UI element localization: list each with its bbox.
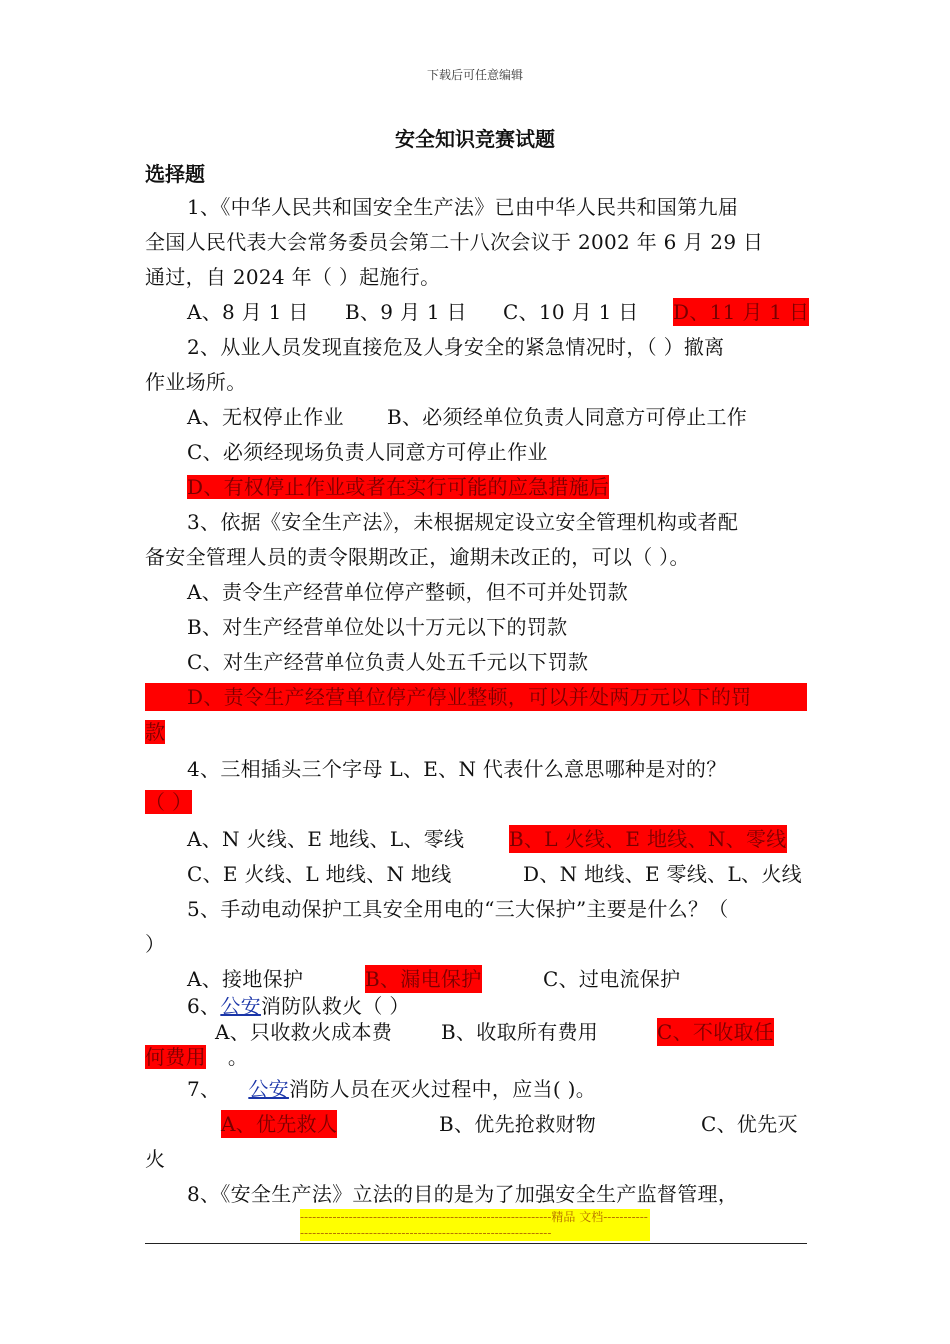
question-6-line-1 [187,992,807,1020]
q6-option-c-answer: C、不收取任 [657,1020,775,1044]
q5-option-b-answer: B、漏电保护 [365,967,482,991]
q7-option-c-cont: 火 [145,1147,166,1171]
q7-option-a-answer: A、优先救人 [221,1112,338,1136]
q6-tail: 。 [227,1045,249,1069]
question-5-line-1: 5、手动电动保护工具安全用电的“三大保护”主要是什么？（ [187,897,729,921]
question-3-line-1: 3、依据《安全生产法》，未根据规定设立安全管理机构或者配 [187,510,739,534]
question-8-line-1: 8、《安全生产法》立法的目的是为了加强安全生产监督管理， [187,1182,739,1206]
q1-option-d-answer: D、11 月 1 日 [673,300,810,324]
q4-answer-blank: （ ） [145,790,193,814]
q6-option-c-answer-cont: 何费用 [145,1045,206,1069]
q3-option-c: C、对生产经营单位负责人处五千元以下罚款 [187,650,589,674]
q3-option-d-line-2 [145,718,807,746]
q3-option-a: A、责令生产经营单位停产整顿，但不可并处罚款 [187,580,629,604]
q1-option-b: B、9 月 1 日 [345,300,467,324]
question-1-line-1: 1、《中华人民共和国安全生产法》已由中华人民共和国第九届 [187,195,739,219]
section-heading: 选择题 [145,162,205,186]
q6-option-a: A、只收救火成本费 [215,1020,393,1044]
footer-divider [145,1243,807,1244]
q3-option-b: B、对生产经营单位处以十万元以下的罚款 [187,615,568,639]
page-title: 安全知识竞赛试题 [395,127,555,151]
question-4-line-1: 4、三相插头三个字母 L、E、N 代表什么意思哪种是对的？ [187,757,727,781]
footer-watermark: --------------------------------------------------------------精品 文档------------------------------------------------------------------------- [300,1209,650,1241]
q4-option-b-answer: B、L 火线、E 地线、N、零线 [509,827,787,851]
question-3-line-2: 备安全管理人员的责令限期改正，逾期未改正的，可以（ ）。 [145,545,690,569]
q7-option-b: B、优先抢救财物 [439,1112,597,1136]
question-4-blank-line [145,788,807,816]
q5-option-c: C、过电流保护 [543,967,681,991]
q2-option-d-answer: D、有权停止作业或者在实行可能的应急措施后 [187,475,610,499]
question-6-options-cont [145,1043,807,1071]
q7-link-gongan[interactable]: 公安 [248,1077,289,1101]
q6-link-gongan[interactable]: 公安 [220,994,261,1018]
header-note: 下载后可任意编辑 [426,68,523,82]
q6-number: 6、 [187,994,221,1018]
question-1-line-2: 全国人民代表大会常务委员会第二十八次会议于 2002 年 6 月 29 日 [145,230,764,254]
q6-text: 消防队救火（ ） [260,994,410,1018]
q5-option-a: A、接地保护 [187,967,304,991]
question-1-line-3: 通过，自 2024 年（ ）起施行。 [145,265,441,289]
question-2-line-1: 2、从业人员发现直接危及人身安全的紧急情况时，（ ）撤离 [187,335,725,359]
q4-option-d: D、N 地线、E 零线、L、火线 [523,862,802,886]
q7-text: 消防人员在灭火过程中，应当( )。 [288,1077,596,1101]
q7-number: 7、 [187,1077,221,1101]
q2-option-a: A、无权停止作业 [187,405,344,429]
question-2-line-2: 作业场所。 [145,370,247,394]
q7-option-c: C、优先灭 [701,1112,798,1136]
q3-option-d-answer-cont: 款 [145,720,166,744]
q2-option-c: C、必须经现场负责人同意方可停止作业 [187,440,548,464]
question-7-line-1 [187,1075,807,1103]
q1-option-c: C、10 月 1 日 [503,300,639,324]
q6-option-b: B、收取所有费用 [441,1020,599,1044]
q2-option-b: B、必须经单位负责人同意方可停止工作 [387,405,748,429]
question-5-line-2: ） [145,932,166,956]
q1-option-a: A、8 月 1 日 [187,300,309,324]
q2-option-d-line [187,473,807,501]
q4-option-a: A、N 火线、E 地线、L、零线 [187,827,465,851]
q4-option-c: C、E 火线、L 地线、N 地线 [187,862,452,886]
q3-option-d-line-1 [145,683,807,711]
q3-option-d-answer: D、责令生产经营单位停产停业整顿，可以并处两万元以下的罚 [145,683,807,711]
